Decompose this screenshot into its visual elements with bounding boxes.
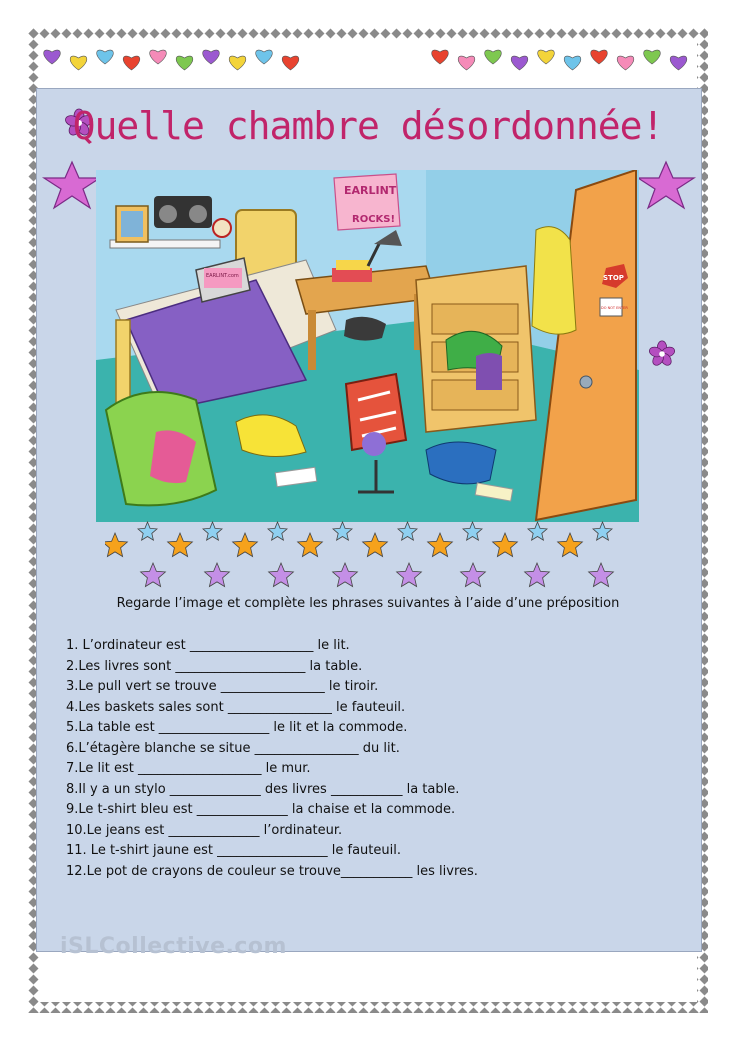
watermark: iSLCollective.com: [60, 934, 287, 959]
heart-icon: [150, 50, 167, 64]
star-icon: [40, 160, 104, 212]
exercise-item: 11. Le t-shirt jaune est _________________ le fauteuil.: [66, 843, 401, 858]
star-icon: [398, 522, 417, 540]
poster-text-bottom: ROCKS!: [352, 214, 396, 225]
exercise-item: 12.Le pot de crayons de couleur se trouve___________ les livres.: [66, 863, 478, 879]
star-icon: [463, 522, 482, 540]
exercise-item: 1. L’ordinateur est ___________________ le lit.: [66, 638, 350, 653]
star-icon: [138, 522, 157, 540]
exercise-item: 2.Les livres sont ____________________ la table.: [66, 658, 363, 674]
exercise-item: 8.Il y a un stylo ______________ des livres ___________ la table.: [66, 781, 460, 797]
star-icon: [528, 522, 547, 540]
heart-icon: [644, 50, 661, 64]
heart-icon: [511, 56, 528, 70]
door-note-text: DO NOT ENTER: [601, 306, 628, 310]
heart-icon: [203, 50, 220, 64]
exercise-item: 10.Le jeans est ______________ l’ordinateur.: [66, 822, 343, 838]
star-icon: [493, 533, 518, 557]
star-icon: [205, 563, 230, 587]
messy-bedroom-illustration: [96, 170, 639, 522]
star-icon: [593, 522, 612, 540]
star-icon: [558, 533, 583, 557]
star-icon: [634, 160, 698, 212]
exercise-item: 4.Les baskets sales sont ________________ le fauteuil.: [66, 699, 406, 715]
star-icon: [269, 563, 294, 587]
heart-icon: [591, 50, 608, 64]
heart-icon: [564, 56, 581, 70]
heart-icon: [538, 50, 555, 64]
star-icon: [333, 522, 352, 540]
heart-icon: [458, 56, 475, 70]
heart-icon: [670, 56, 687, 70]
flower-icon: [648, 340, 676, 368]
star-icon: [363, 533, 388, 557]
heart-icon: [432, 50, 449, 64]
exercise-item: 6.L’étagère blanche se situe ________________ du lit.: [66, 740, 400, 756]
heart-icon: [70, 56, 87, 70]
heart-icon: [282, 56, 299, 70]
poster-text-top: EARLINT: [344, 184, 397, 197]
heart-icon: [44, 50, 61, 64]
hearts-row-left: [40, 40, 310, 76]
star-icon: [105, 533, 127, 557]
exercise-item: 7.Le lit est ___________________ le mur.: [66, 761, 311, 776]
page-title: Quelle chambre désordonnée!: [72, 104, 664, 148]
star-icon: [333, 563, 358, 587]
stop-sign-text: STOP: [603, 274, 624, 282]
heart-icon: [123, 56, 140, 70]
star-icon: [525, 563, 550, 587]
star-icon: [461, 563, 486, 587]
star-icon: [141, 563, 166, 587]
heart-icon: [229, 56, 246, 70]
star-icon: [589, 563, 614, 587]
heart-icon: [256, 50, 273, 64]
exercise-item: 9.Le t-shirt bleu est ______________ la chaise et la commode.: [66, 802, 456, 817]
heart-icon: [617, 56, 634, 70]
heart-icon: [176, 56, 193, 70]
star-icon: [397, 563, 422, 587]
star-icon: [298, 533, 323, 557]
decorative-stars: [105, 520, 630, 592]
star-icon: [168, 533, 193, 557]
heart-icon: [97, 50, 114, 64]
exercise-item: 5.La table est _________________ le lit et la commode.: [66, 720, 408, 735]
hearts-row-right: [428, 40, 698, 76]
exercise-item: 3.Le pull vert se trouve ________________ le tiroir.: [66, 679, 379, 694]
star-icon: [203, 522, 222, 540]
star-icon: [233, 533, 258, 557]
instruction-text: Regarde l’image et complète les phrases suivantes à l’aide d’une préposition: [116, 596, 620, 611]
heart-icon: [485, 50, 502, 64]
star-icon: [268, 522, 287, 540]
laptop-screen-text: EARLINT.com: [206, 273, 239, 279]
star-icon: [428, 533, 453, 557]
exercise-list: [66, 636, 666, 882]
